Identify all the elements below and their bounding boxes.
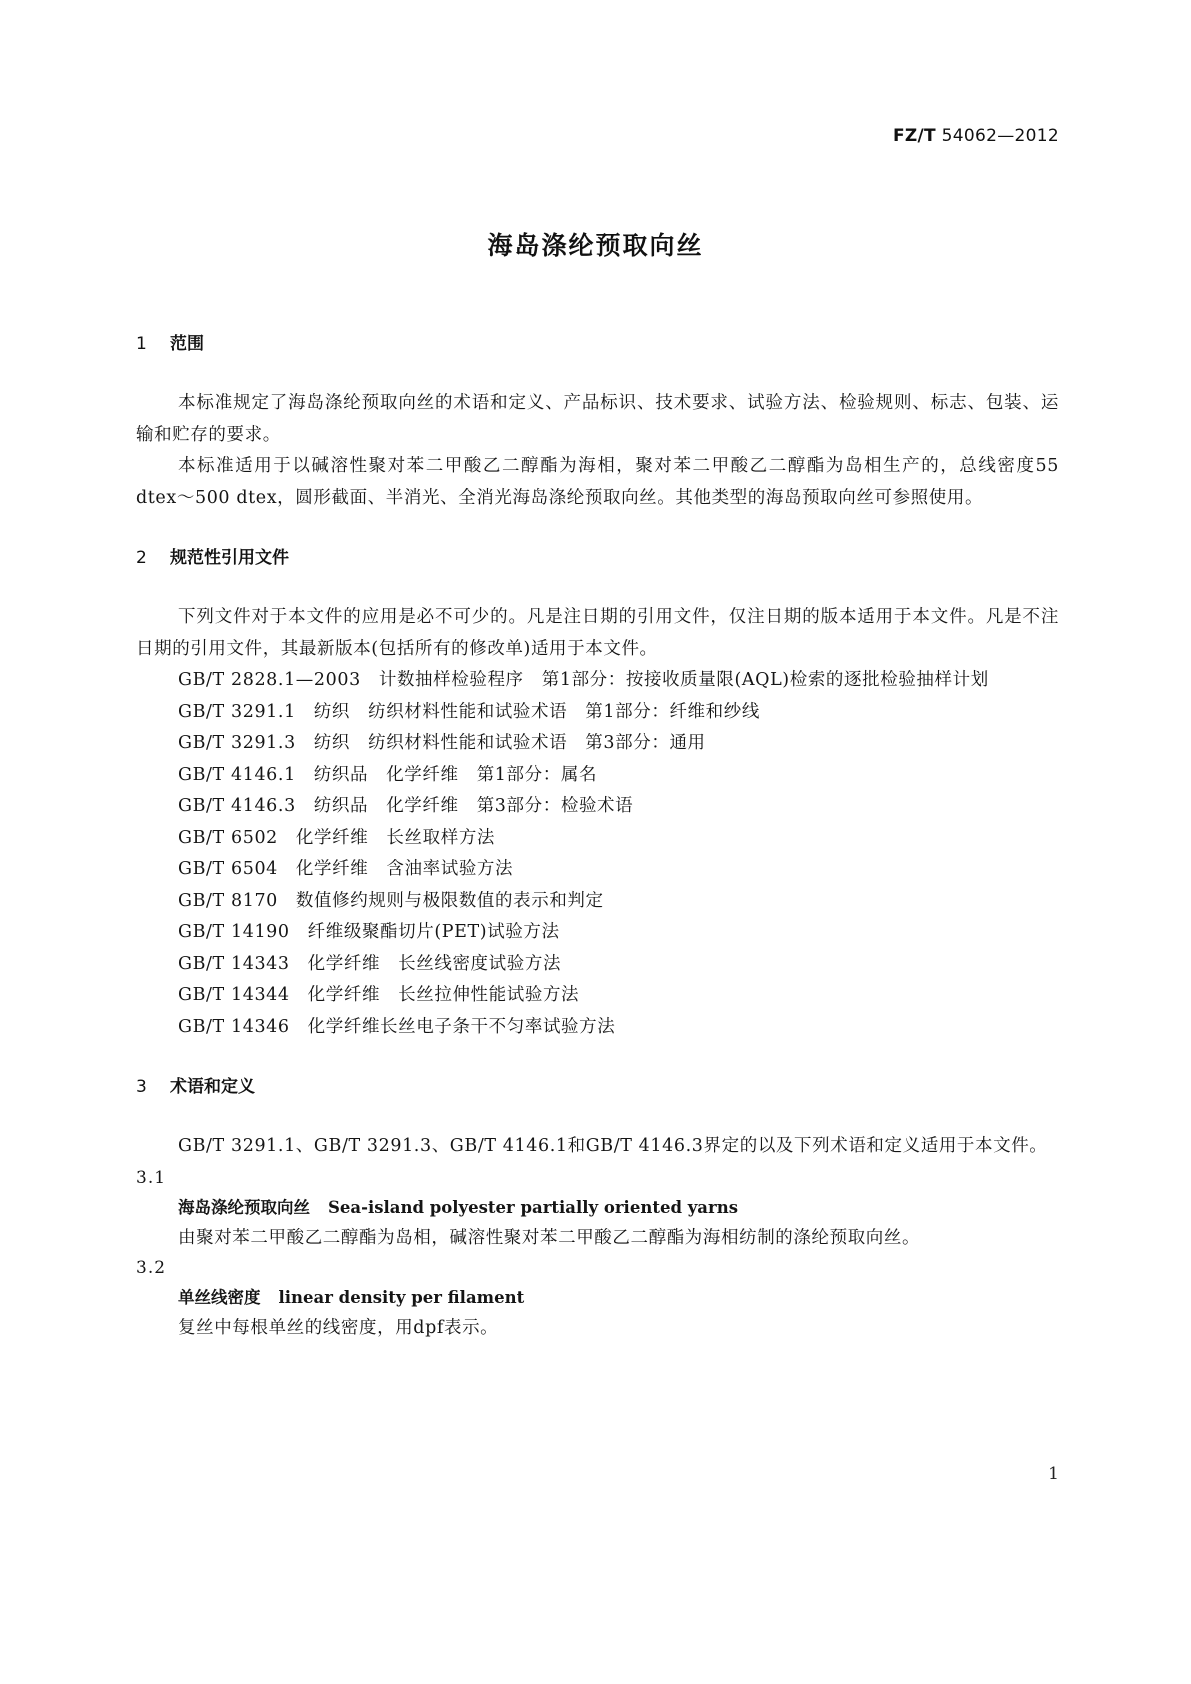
standard-number bbox=[893, 126, 1059, 146]
reference-title: 化学纤维长丝电子条干不匀率试验方法 bbox=[307, 1016, 616, 1037]
section-number: 1 bbox=[136, 334, 147, 354]
reference-item bbox=[136, 917, 1059, 949]
reference-code: GB/T 8170 bbox=[178, 890, 278, 911]
reference-code: GB/T 6504 bbox=[178, 859, 278, 879]
section-title: 规范性引用文件 bbox=[170, 548, 289, 568]
reference-item bbox=[136, 760, 1059, 792]
section-3-heading bbox=[136, 1073, 1059, 1101]
reference-title: 化学纤维 长丝线密度试验方法 bbox=[307, 953, 562, 974]
clause-number: 3.1 bbox=[136, 1167, 167, 1188]
reference-title: 纺织品 化学纤维 第1部分：属名 bbox=[313, 764, 598, 785]
reference-code: GB/T 14344 bbox=[178, 985, 290, 1005]
section-title: 术语和定义 bbox=[170, 1077, 255, 1097]
reference-item bbox=[136, 791, 1059, 823]
section-2-heading bbox=[136, 544, 1059, 572]
reference-title: 化学纤维 含油率试验方法 bbox=[295, 859, 514, 879]
term-entry bbox=[136, 1193, 1059, 1223]
reference-item bbox=[136, 728, 1059, 760]
term-english: Sea-island polyester partially oriented yarns bbox=[328, 1197, 738, 1217]
reference-title: 计数抽样检验程序 第1部分：按接收质量限(AQL)检索的逐批检验抽样计划 bbox=[378, 670, 989, 690]
reference-code: GB/T 14343 bbox=[178, 953, 290, 974]
reference-item bbox=[136, 1012, 1059, 1044]
reference-title: 纤维级聚酯切片(PET)试验方法 bbox=[307, 922, 560, 942]
term-english: linear density per filament bbox=[278, 1287, 525, 1307]
reference-item bbox=[136, 886, 1059, 918]
document-title: 海岛涤纶预取向丝 bbox=[487, 231, 704, 260]
standard-code: 54062—2012 bbox=[941, 126, 1059, 146]
reference-code: GB/T 4146.3 bbox=[178, 796, 296, 816]
reference-code: GB/T 6502 bbox=[178, 827, 278, 848]
reference-title: 纺织 纺织材料性能和试验术语 第3部分：通用 bbox=[313, 733, 706, 753]
reference-item bbox=[136, 949, 1059, 981]
clause-number: 3.2 bbox=[136, 1257, 167, 1278]
reference-code: GB/T 14190 bbox=[178, 922, 290, 942]
term-chinese: 单丝线密度 bbox=[178, 1287, 261, 1307]
reference-title: 数值修约规则与极限数值的表示和判定 bbox=[295, 890, 604, 911]
terms-intro: GB/T 3291.1、GB/T 3291.3、GB/T 4146.1和GB/T 4146.3界定的以及下列术语和定义适用于本文件。 bbox=[178, 1136, 1048, 1156]
section-number: 3 bbox=[136, 1077, 147, 1097]
reference-title: 纺织品 化学纤维 第3部分：检验术语 bbox=[313, 796, 634, 816]
standard-prefix: FZ/T bbox=[892, 126, 936, 146]
reference-code: GB/T 14346 bbox=[178, 1016, 290, 1037]
reference-item bbox=[136, 665, 1059, 697]
section-number: 2 bbox=[136, 548, 147, 568]
reference-title: 化学纤维 长丝取样方法 bbox=[295, 827, 496, 848]
reference-code: GB/T 4146.1 bbox=[178, 764, 296, 785]
scope-paragraph-2: 本标准适用于以碱溶性聚对苯二甲酸乙二醇酯为海相，聚对苯二甲酸乙二醇酯为岛相生产的，总线密度55 dtex～500 dtex，圆形截面、半消光、全消光海岛涤纶预取向丝。其他类型的海岛预取向丝可参照使用。 bbox=[136, 456, 1059, 508]
reference-code: GB/T 3291.3 bbox=[178, 733, 296, 753]
reference-title: 化学纤维 长丝拉伸性能试验方法 bbox=[307, 985, 580, 1005]
section-1-heading bbox=[136, 330, 1059, 358]
reference-item bbox=[136, 697, 1059, 729]
reference-item bbox=[136, 823, 1059, 855]
term-entry bbox=[136, 1283, 1059, 1313]
reference-code: GB/T 3291.1 bbox=[178, 701, 296, 722]
term-definition: 复丝中每根单丝的线密度，用dpf表示。 bbox=[178, 1317, 499, 1338]
reference-item bbox=[136, 854, 1059, 886]
document-body bbox=[136, 330, 1059, 1343]
page-number: 1 bbox=[1048, 1464, 1059, 1484]
term-chinese: 海岛涤纶预取向丝 bbox=[178, 1197, 310, 1217]
term-definition: 由聚对苯二甲酸乙二醇酯为岛相，碱溶性聚对苯二甲酸乙二醇酯为海相纺制的涤纶预取向丝。 bbox=[178, 1227, 921, 1248]
reference-item bbox=[136, 980, 1059, 1012]
reference-code: GB/T 2828.1—2003 bbox=[178, 670, 361, 690]
section-title: 范围 bbox=[170, 334, 204, 354]
scope-paragraph-1: 本标准规定了海岛涤纶预取向丝的术语和定义、产品标识、技术要求、试验方法、检验规则、标志、包装、运输和贮存的要求。 bbox=[136, 393, 1059, 445]
references-intro: 下列文件对于本文件的应用是必不可少的。凡是注日期的引用文件，仅注日期的版本适用于本文件。凡是不注日期的引用文件，其最新版本(包括所有的修改单)适用于本文件。 bbox=[136, 607, 1059, 659]
reference-title: 纺织 纺织材料性能和试验术语 第1部分：纤维和纱线 bbox=[313, 701, 760, 722]
